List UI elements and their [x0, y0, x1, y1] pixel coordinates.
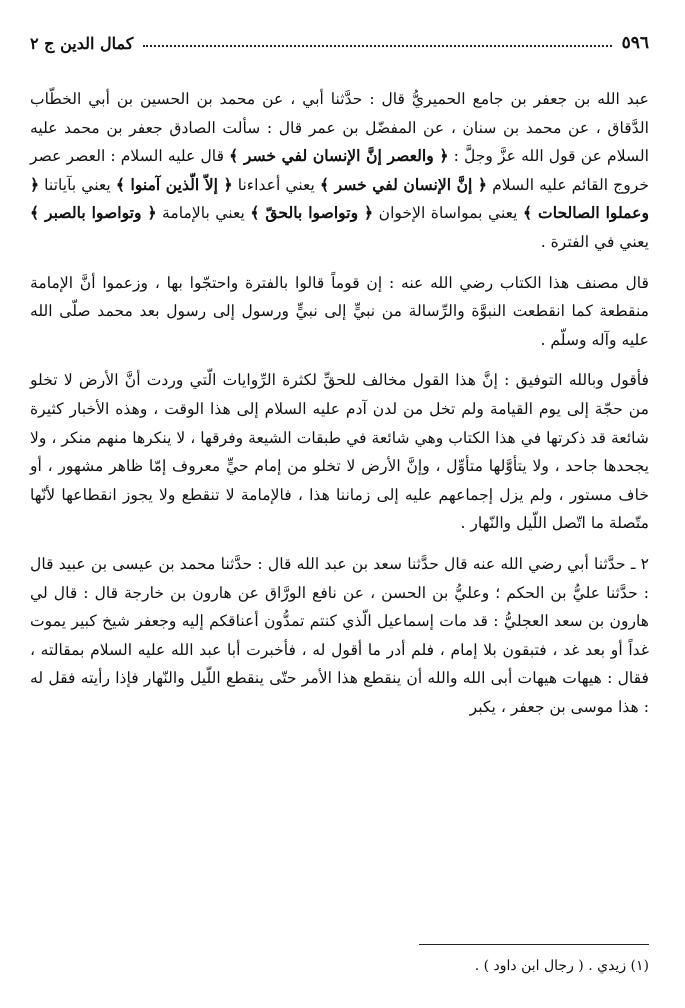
quran-verse: ﴿ وعملوا الصالحات ﴾: [30, 174, 649, 223]
text-segment: فأقول وبالله التوفيق : إنَّ هذا القول مخالف للحقِّ لكثرة الرِّوايات الّتي وردت أنَّ الأرض لا تخلو من حجّة إلى يوم القيامة ولم تخل من لدن آدم عليه السلام إلى هذا الوقت ، وهذه الأخبار كثيرة شائعة قد ذكرتها في هذا الكتاب وهي شائعة في طبقات الشيعة وفرقها ، لا ينكرها منهم منكر ، ولا يجحدها جاحد ، ولا يتأوَّلها متأوِّل ، وإنَّ الأرض لا تخلو من إمام حيٍّ معروف إمّا ظاهر مشهور ، أو خاف مستور ، ولم يزل إجماعهم عليه إلى زماننا هذا ، فالإمامة لا تنقطع ولا يجوز انقطاعها لأنّها متّصلة ما اتّصل اللّيل والنّهار .: [30, 371, 649, 533]
paragraph-1: [30, 85, 649, 257]
text-segment: يعني أعداءنا: [232, 175, 320, 194]
quran-verse: ﴿ وتواصوا بالصبر ﴾: [30, 203, 157, 223]
quran-verse: ﴿ وتواصوا بالحقّ ﴾: [250, 203, 374, 223]
book-title: كمال الدين ج ٢: [30, 33, 134, 53]
text-segment: ٢ ـ حدَّثنا أبي رضي الله عنه قال حدَّثنا سعد بن عبد الله قال : حدَّثنا محمد بن عيسى بن عبيد قال : حدَّثنا عليُّ بن الحكم ؛ وعليُّ بن الحسن ، عن نافع الورَّاق عن هارون بن خارجة قال : قال لي هارون بن سعد العجليُّ : قد مات إسماعيل الّذي كنتم تمدُّون أعناقكم إليه وجعفر شيخ كبير يموت غداً أو بعد غد ، فتبقون بلا إمام ، فلم أدر ما أقول له ، فأخبرت أبا عبد الله عليه السلام بمقالته ، فقال : هيهات هيهات أبى الله والله أن ينقطع هذا الأمر حتّى ينقطع اللّيل والنّهار فإذا رأيته فقل له : هذا موسى بن جعفر ، يكبر: [30, 554, 649, 716]
page-header: [30, 30, 649, 56]
page-body: [30, 85, 649, 733]
header-dotted-rule: [143, 45, 611, 47]
quran-verse: ﴿ إنَّ الإنسان لفي خسر ﴾: [319, 174, 488, 194]
quran-verse: ﴿ إلاّ الّذين آمنوا ﴾: [115, 174, 233, 194]
paragraph-3: [30, 366, 649, 538]
text-segment: قال عليه السلام : العصر عصر خروج القائم عليه السلام: [30, 147, 649, 194]
text-segment: عبد الله بن جعفر بن جامع الحميريُّ قال : حدَّثنا أبي ، عن محمد بن الحسين بن أبي الخطّاب الدَّقاق ، عن محمد بن سنان ، عن المفضّل بن عمر قال : سألت الصادق جعفر بن محمد عليه السلام عن قول الله عزَّ وجلَّ :: [30, 90, 649, 166]
quran-verse: ﴿ والعصر إنَّ الإنسان لفي خسر ﴾: [229, 146, 449, 166]
text-segment: قال مصنف هذا الكتاب رضي الله عنه : إن قوماً قالوا بالفترة واحتجّوا بها ، وزعموا أنَّ الإمامة منقطعة كما انقطعت النبوَّة والرِّسالة من نبيٍّ إلى نبيٍّ ورسول إلى رسول بعد محمد صلّى الله عليه وآله وسلّم .: [30, 273, 649, 349]
text-segment: يعني بالإمامة: [156, 204, 251, 223]
footnote-divider: [419, 944, 649, 945]
paragraph-2: [30, 269, 649, 355]
text-segment: يعني بمواساة الإخوان: [373, 204, 523, 223]
footnote: (١) زيدي . ( رجال ابن داود ) .: [474, 958, 649, 974]
book-page: [30, 0, 649, 1008]
page-number: ٥٩٦: [621, 33, 649, 53]
paragraph-4: [30, 550, 649, 722]
text-segment: يعني بآياتنا: [39, 175, 116, 194]
text-segment: يعني في الفترة .: [540, 232, 649, 251]
